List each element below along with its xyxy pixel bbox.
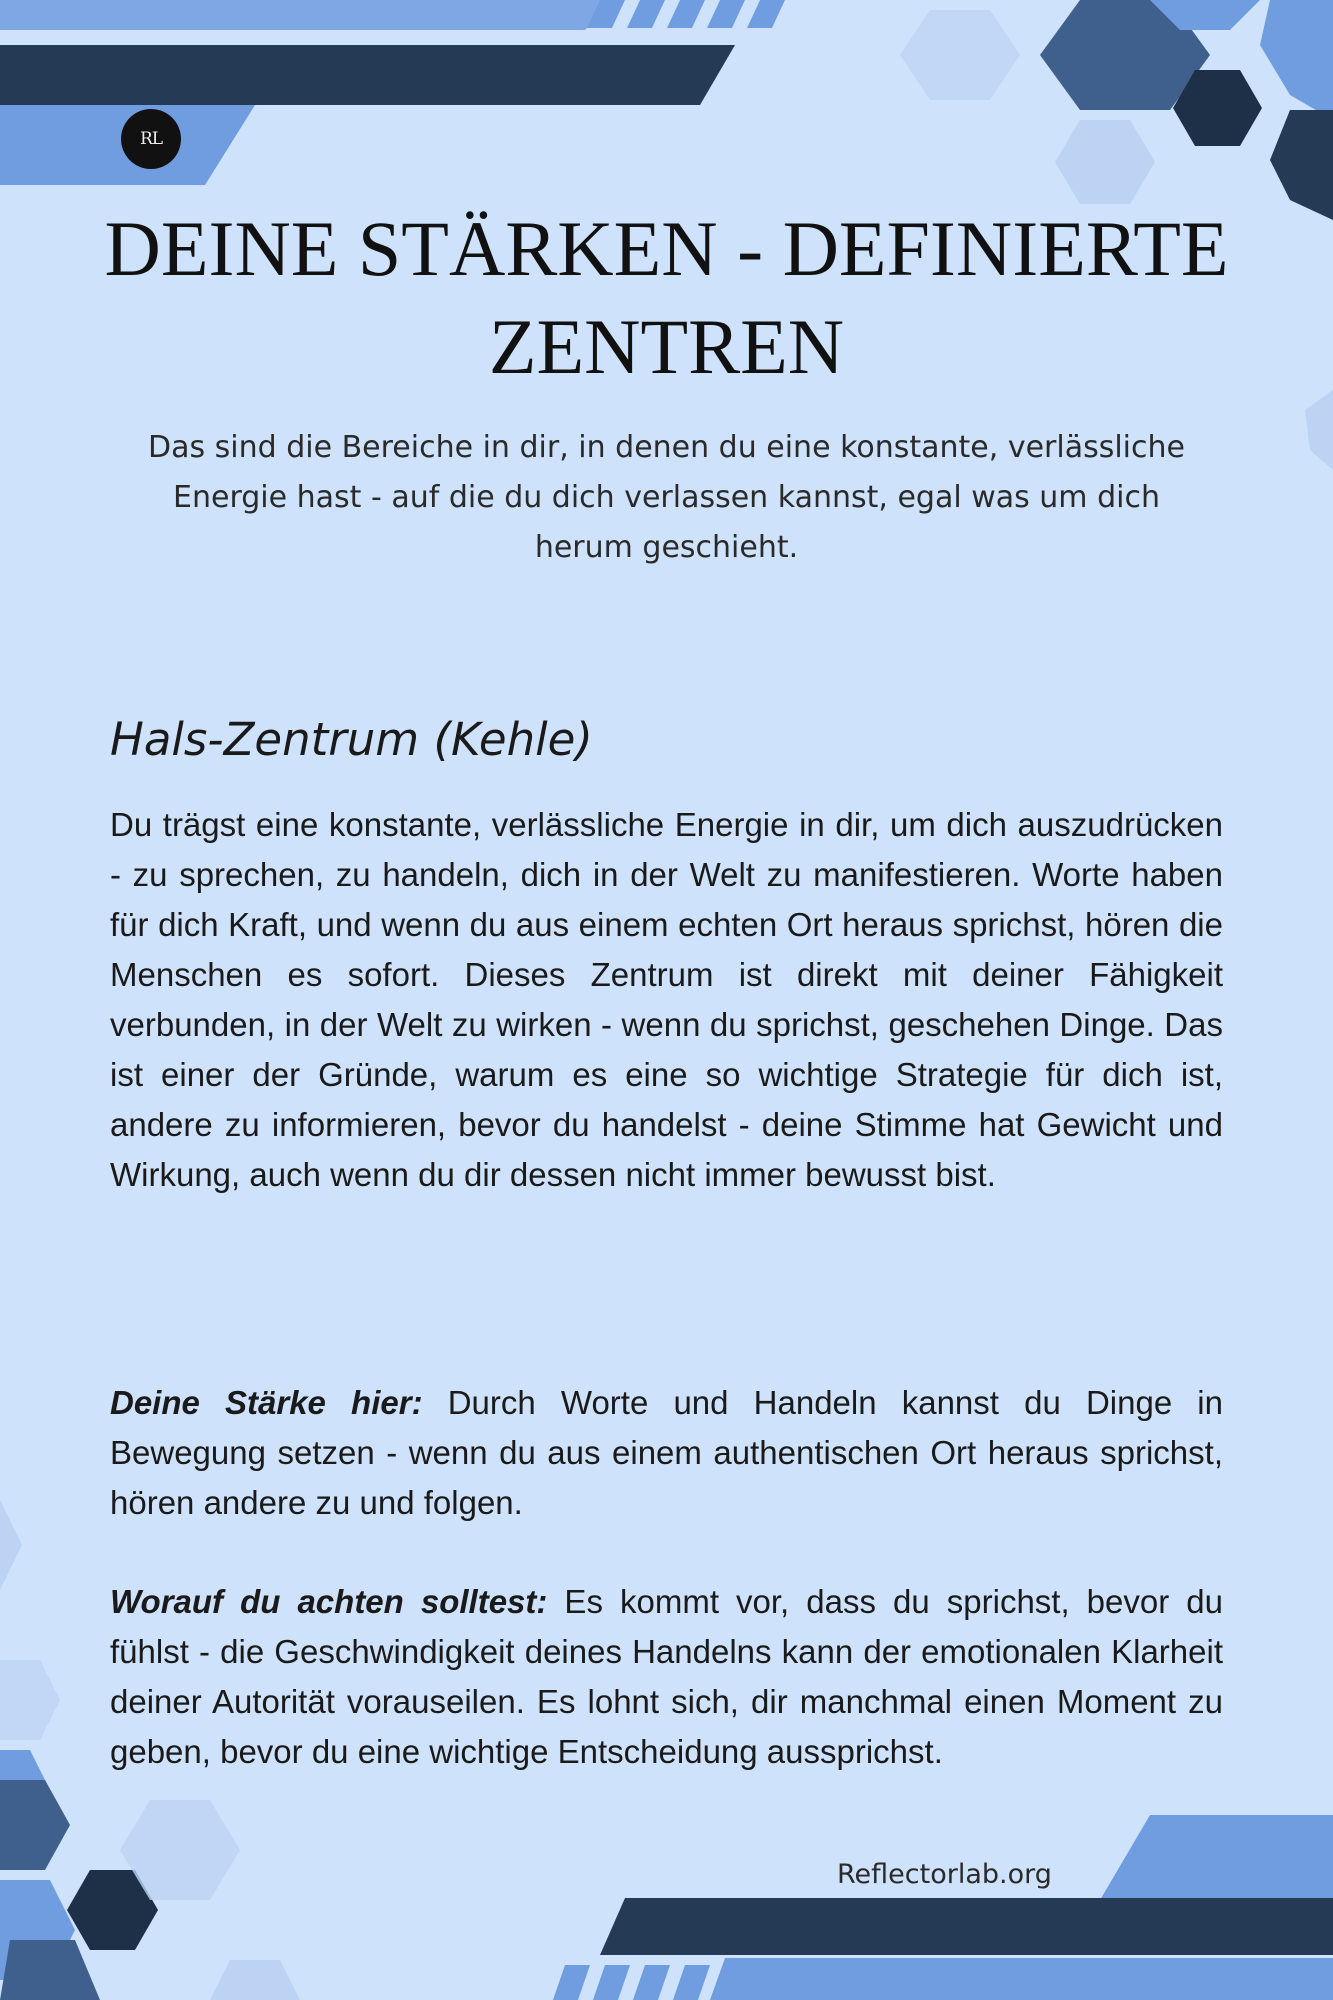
- subtitle: Das sind die Bereiche in dir, in denen du eine konstante, verlässliche Energie hast - auf die du dich verlassen kannst, egal was um dich herum geschieht.: [148, 430, 1185, 565]
- logo: RL: [121, 109, 181, 169]
- section-body: Du trägst eine konstante, verlässliche Energie in dir, um dich auszudrücken - zu sprechen, zu handeln, dich in der Welt zu manifestieren. Worte haben für dich Kraft, und wenn du aus einem echten Ort heraus sprichst, hören die Menschen es sofort. Dieses Zentrum ist direkt mit deiner Fähigkeit verbunden, in der Welt zu wirken - wenn du sprichst, geschehen Dinge. Das ist einer der Gründe, warum es eine so wichtige Strategie für dich ist, andere zu informieren, bevor du handelst - deine Stimme hat Gewicht und Wirkung, auch wenn du dir dessen nicht immer bewusst bist.: [110, 806, 1223, 1193]
- strength-text: Durch Worte und Handeln kannst du Dinge in Bewegung setzen - wenn du aus einem authentischen Ort heraus sprichst, hören andere zu und folgen.: [110, 1384, 1223, 1521]
- strength-paragraph: [110, 1378, 1223, 1528]
- caution-text: Es kommt vor, dass du sprichst, bevor du fühlst - die Geschwindigkeit deines Handelns kann der emotionalen Klarheit deiner Autorität vorauseilen. Es lohnt sich, dir manchmal einen Moment zu geben, bevor du eine wichtige Entscheidung aussprichst.: [110, 1583, 1223, 1770]
- page-title-line-1: DEINE STÄRKEN - DEFINIERTE: [104, 205, 1229, 292]
- strength-label: Deine Stärke hier:: [110, 1384, 423, 1421]
- caution-label: Worauf du achten solltest:: [110, 1583, 548, 1620]
- caution-paragraph: [110, 1577, 1223, 1777]
- page-title-line-2: ZENTREN: [488, 303, 845, 390]
- page-title: [0, 200, 1333, 396]
- section-heading: Hals-Zentrum (Kehle): [110, 713, 593, 766]
- footer-website: Reflectorlab.org: [837, 1859, 1052, 1890]
